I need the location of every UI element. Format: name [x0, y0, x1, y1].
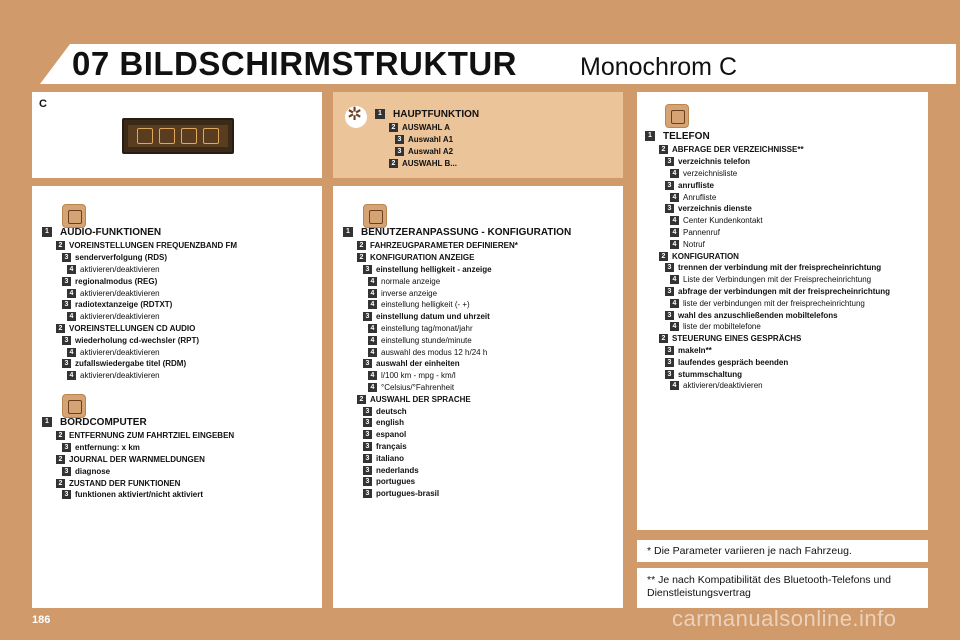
level-badge: 4	[670, 228, 679, 237]
tree-item-level-2	[42, 477, 234, 489]
audio-icon	[137, 128, 153, 144]
level-badge: 2	[357, 253, 366, 262]
display-panel	[32, 92, 322, 178]
telefon-tree	[645, 128, 890, 392]
tree-item-label: aktivieren/deaktivieren	[80, 288, 160, 298]
level-badge: 2	[56, 431, 65, 440]
phone-icon	[203, 128, 219, 144]
bord-title: 1 BORDCOMPUTER	[42, 414, 234, 430]
audio-bord-panel	[32, 186, 322, 608]
tree-item-label: stummschaltung	[678, 369, 743, 379]
telefon-panel	[637, 92, 928, 530]
tree-item-level-3	[375, 134, 479, 146]
tree-item-level-3	[645, 356, 890, 368]
tree-item-label: regionalmodus (REG)	[75, 276, 158, 286]
page-title: 07 BILDSCHIRMSTRUKTUR	[72, 45, 518, 82]
haupt-title: 1 HAUPTFUNKTION	[375, 106, 479, 122]
tree-item-level-2	[42, 454, 234, 466]
page-number: 186	[32, 614, 51, 626]
benutzer-title: 1 BENUTZERANPASSUNG - KONFIGURATION	[343, 224, 571, 240]
footnote-2-text: ** Je nach Kompatibilität des Bluetooth-Telefons und Dienstleistungsvertrag	[647, 574, 891, 599]
tree-item-level-2	[343, 393, 571, 405]
tree-item-level-3	[645, 345, 890, 357]
tree-item-label: liste der verbindungen mit der freisprecheinrichtung	[683, 298, 865, 308]
tree-item-label: KONFIGURATION ANZEIGE	[370, 253, 475, 263]
tree-item-level-3	[42, 442, 234, 454]
tree-item-level-4	[343, 346, 571, 358]
level-badge: 3	[363, 359, 372, 368]
tree-item-level-4	[645, 191, 890, 203]
tree-item-label: °Celsius/°Fahrenheit	[381, 382, 455, 392]
audio-title: 1 AUDIO-FUNKTIONEN	[42, 224, 237, 240]
tree-item-level-2	[645, 144, 890, 156]
tree-item-level-3	[645, 309, 890, 321]
tree-item-label: inverse anzeige	[381, 288, 438, 298]
tree-item-label: abfrage der verbindungen mit der freisprecheinrichtung	[678, 286, 891, 296]
tree-item-label: italiano	[376, 453, 405, 463]
tree-item-level-4	[343, 323, 571, 335]
tree-item-level-3	[343, 311, 571, 323]
level-badge: 4	[670, 193, 679, 202]
level-badge: 3	[363, 454, 372, 463]
tree-item-label: makeln**	[678, 345, 712, 355]
level-badge: 2	[389, 159, 398, 168]
level-badge: 3	[363, 312, 372, 321]
tree-item-label: nederlands	[376, 465, 419, 475]
level-badge: 2	[659, 334, 668, 343]
level-badge: 2	[357, 241, 366, 250]
tree-item-level-4	[343, 299, 571, 311]
tree-item-level-3	[343, 464, 571, 476]
tree-item-level-4	[343, 275, 571, 287]
level-badge: 2	[56, 324, 65, 333]
tree-item-level-3	[42, 334, 237, 346]
tree-item-level-4	[645, 297, 890, 309]
tree-item-level-3	[42, 358, 237, 370]
computer-icon	[159, 128, 175, 144]
audio-tree	[42, 224, 237, 382]
tree-item-label: l/100 km - mpg - km/l	[381, 371, 456, 381]
tree-item-level-4	[645, 168, 890, 180]
tree-item-label: espanol	[376, 430, 407, 440]
level-badge: 4	[368, 324, 377, 333]
tree-item-label: senderverfolgung (RDS)	[75, 253, 168, 263]
tree-item-level-3	[343, 476, 571, 488]
tree-item-level-3	[645, 368, 890, 380]
tree-item-label: ABFRAGE DER VERZEICHNISSE**	[672, 145, 804, 155]
level-badge: 3	[363, 477, 372, 486]
telefon-title: 1 TELEFON	[645, 128, 890, 144]
level-badge: 4	[67, 348, 76, 357]
tree-item-level-4	[42, 264, 237, 276]
level-badge: 2	[389, 123, 398, 132]
tree-item-label: Notruf	[683, 239, 705, 249]
level-badge: 3	[363, 466, 372, 475]
level-badge: 3	[665, 263, 674, 272]
haupt-tree	[375, 106, 479, 169]
level-badge: 4	[368, 371, 377, 380]
tree-item-level-2	[645, 333, 890, 345]
level-badge: 3	[363, 265, 372, 274]
tree-item-level-3	[343, 441, 571, 453]
level-badge: 3	[62, 253, 71, 262]
level-badge: 2	[659, 252, 668, 261]
display-screen-illustration	[122, 118, 234, 154]
tree-item-level-3	[42, 275, 237, 287]
level-badge: 4	[368, 277, 377, 286]
level-badge: 4	[670, 275, 679, 284]
level-badge: 3	[395, 147, 404, 156]
level-badge: 4	[67, 289, 76, 298]
watermark: carmanualsonline.info	[672, 606, 897, 631]
tree-item-level-3	[343, 264, 571, 276]
benutzer-tree	[343, 224, 571, 500]
tree-item-level-4	[343, 334, 571, 346]
bord-tree	[42, 414, 234, 501]
level-badge: 4	[67, 312, 76, 321]
tree-item-label: Anrufliste	[683, 192, 717, 202]
tree-item-level-4	[645, 238, 890, 250]
tree-item-level-3	[375, 146, 479, 158]
tree-item-label: français	[376, 441, 407, 451]
level-badge: 4	[368, 336, 377, 345]
tree-item-level-4	[42, 311, 237, 323]
tree-item-level-4	[645, 215, 890, 227]
level-badge: 3	[665, 287, 674, 296]
hauptfunktion-panel	[333, 92, 623, 178]
footnote-1	[637, 540, 928, 562]
level-badge: 4	[670, 299, 679, 308]
tree-item-label: AUSWAHL A	[402, 123, 450, 133]
tree-item-level-3	[42, 252, 237, 264]
tree-item-level-4	[645, 321, 890, 333]
tree-item-label: aktivieren/deaktivieren	[80, 312, 160, 322]
level-badge: 3	[62, 443, 71, 452]
tree-item-level-3	[645, 262, 890, 274]
tree-item-label: aktivieren/deaktivieren	[683, 381, 763, 391]
level-badge: 3	[62, 490, 71, 499]
tree-item-level-3	[343, 417, 571, 429]
tree-item-label: verzeichnis telefon	[678, 157, 751, 167]
level-badge: 4	[368, 289, 377, 298]
benutzer-panel	[333, 186, 623, 608]
level-badge: 3	[363, 418, 372, 427]
tree-item-label: VOREINSTELLUNGEN CD AUDIO	[69, 323, 196, 333]
tree-item-label: portugues	[376, 477, 416, 487]
level-badge: 3	[363, 489, 372, 498]
tree-item-label: auswahl der einheiten	[376, 359, 460, 369]
tree-item-level-2	[343, 240, 571, 252]
tree-item-label: english	[376, 418, 405, 428]
tree-item-label: aktivieren/deaktivieren	[80, 264, 160, 274]
level-badge: 4	[670, 169, 679, 178]
tree-item-label: einstellung helligkeit - anzeige	[376, 264, 492, 274]
level-badge: 4	[670, 381, 679, 390]
display-label: C	[39, 98, 47, 110]
tree-item-label: verzeichnis dienste	[678, 204, 752, 214]
level-badge: 4	[67, 265, 76, 274]
level-badge: 2	[659, 145, 668, 154]
level-badge: 3	[62, 300, 71, 309]
tree-item-label: einstellung tag/monat/jahr	[381, 323, 473, 333]
level-badge: 2	[56, 455, 65, 464]
level-badge: 3	[665, 370, 674, 379]
tree-item-level-3	[42, 465, 234, 477]
level-badge: 4	[67, 371, 76, 380]
tree-item-level-3	[343, 429, 571, 441]
tree-item-label: aktivieren/deaktivieren	[80, 371, 160, 381]
tree-item-label: einstellung stunde/minute	[381, 335, 472, 345]
tree-item-label: zufallswiedergabe titel (RDM)	[75, 359, 187, 369]
tree-item-label: VOREINSTELLUNGEN FREQUENZBAND FM	[69, 241, 237, 251]
tree-item-level-3	[343, 488, 571, 500]
tree-item-level-4	[645, 380, 890, 392]
tree-item-level-3	[645, 179, 890, 191]
level-badge: 4	[368, 300, 377, 309]
tree-item-label: funktionen aktiviert/nicht aktiviert	[75, 490, 204, 500]
tree-item-label: AUSWAHL B...	[402, 158, 457, 168]
level-badge: 4	[368, 348, 377, 357]
settings-icon	[181, 128, 197, 144]
tree-item-level-3	[343, 358, 571, 370]
tree-item-level-2	[42, 240, 237, 252]
level-badge: 3	[665, 358, 674, 367]
tree-item-label: entfernung: x km	[75, 443, 140, 453]
tree-item-label: portugues-brasil	[376, 489, 440, 499]
tree-item-label: normale anzeige	[381, 276, 441, 286]
tree-item-level-4	[42, 287, 237, 299]
level-badge: 4	[670, 216, 679, 225]
tree-item-label: Liste der Verbindungen mit der Freisprecheinrichtung	[683, 275, 872, 285]
tree-item-label: einstellung datum und uhrzeit	[376, 312, 490, 322]
tree-item-label: verzeichnisliste	[683, 168, 738, 178]
tree-item-label: diagnose	[75, 466, 111, 476]
tree-item-level-3	[42, 299, 237, 311]
tree-item-label: ENTFERNUNG ZUM FAHRTZIEL EINGEBEN	[69, 431, 235, 441]
level-badge: 3	[62, 336, 71, 345]
tree-item-label: einstellung helligkeit (- +)	[381, 300, 470, 310]
level-badge: 3	[62, 467, 71, 476]
tree-item-label: KONFIGURATION	[672, 251, 739, 261]
tree-item-label: AUSWAHL DER SPRACHE	[370, 394, 471, 404]
level-badge: 3	[62, 359, 71, 368]
tree-item-label: wahl des anzuschließenden mobiltelefons	[678, 310, 838, 320]
tree-item-level-2	[343, 252, 571, 264]
tree-item-label: FAHRZEUGPARAMETER DEFINIEREN*	[370, 241, 518, 251]
level-badge: 3	[665, 204, 674, 213]
tree-item-label: Pannenruf	[683, 227, 720, 237]
tree-item-level-3	[645, 203, 890, 215]
tree-item-level-2	[645, 250, 890, 262]
tree-item-level-4	[343, 370, 571, 382]
tree-item-label: JOURNAL DER WARNMELDUNGEN	[69, 454, 205, 464]
tree-item-level-4	[42, 370, 237, 382]
footnote-1-text: * Die Parameter variieren je nach Fahrzeug.	[647, 545, 852, 557]
level-badge: 3	[363, 430, 372, 439]
tree-item-label: Center Kundenkontakt	[683, 216, 763, 226]
tree-item-level-3	[42, 489, 234, 501]
level-badge: 4	[368, 383, 377, 392]
level-badge: 3	[665, 311, 674, 320]
tree-item-label: Auswahl A1	[408, 135, 454, 145]
tree-item-label: trennen der verbindung mit der freisprecheinrichtung	[678, 263, 882, 273]
tree-item-level-4	[42, 346, 237, 358]
tree-item-label: Auswahl A2	[408, 146, 454, 156]
level-badge: 3	[363, 442, 372, 451]
phone-icon	[665, 104, 689, 128]
tree-item-label: anrufliste	[678, 180, 715, 190]
tree-item-level-3	[645, 156, 890, 168]
tree-item-label: liste der mobiltelefone	[683, 322, 761, 332]
level-badge: 3	[665, 346, 674, 355]
tree-item-label: ZUSTAND DER FUNKTIONEN	[69, 478, 181, 488]
tree-item-level-4	[343, 382, 571, 394]
tree-item-label: radiotextanzeige (RDTXT)	[75, 300, 173, 310]
footnote-2	[637, 568, 928, 608]
level-badge: 4	[670, 322, 679, 331]
tree-item-label: laufendes gespräch beenden	[678, 357, 789, 367]
page-subtitle: Monochrom C	[580, 53, 737, 81]
level-badge: 4	[670, 240, 679, 249]
tree-item-label: aktivieren/deaktivieren	[80, 347, 160, 357]
level-badge: 3	[62, 277, 71, 286]
tree-item-level-2	[42, 323, 237, 335]
tree-item-level-4	[343, 287, 571, 299]
tree-item-label: auswahl des modus 12 h/24 h	[381, 347, 488, 357]
tree-item-level-4	[645, 274, 890, 286]
tree-item-level-3	[645, 286, 890, 298]
brightness-icon	[345, 106, 367, 128]
tree-item-label: wiederholung cd-wechsler (RPT)	[75, 335, 200, 345]
level-badge: 3	[665, 157, 674, 166]
tree-item-label: STEUERUNG EINES GESPRÄCHS	[672, 334, 802, 344]
tree-item-level-3	[343, 405, 571, 417]
tree-item-level-4	[645, 227, 890, 239]
tree-item-label: deutsch	[376, 406, 407, 416]
level-badge: 3	[363, 407, 372, 416]
level-badge: 2	[56, 241, 65, 250]
tree-item-level-2	[42, 430, 234, 442]
level-badge: 3	[395, 135, 404, 144]
tree-item-level-2	[375, 122, 479, 134]
level-badge: 3	[665, 181, 674, 190]
tree-item-level-3	[343, 452, 571, 464]
level-badge: 2	[357, 395, 366, 404]
level-badge: 2	[56, 479, 65, 488]
tree-item-level-2	[375, 157, 479, 169]
